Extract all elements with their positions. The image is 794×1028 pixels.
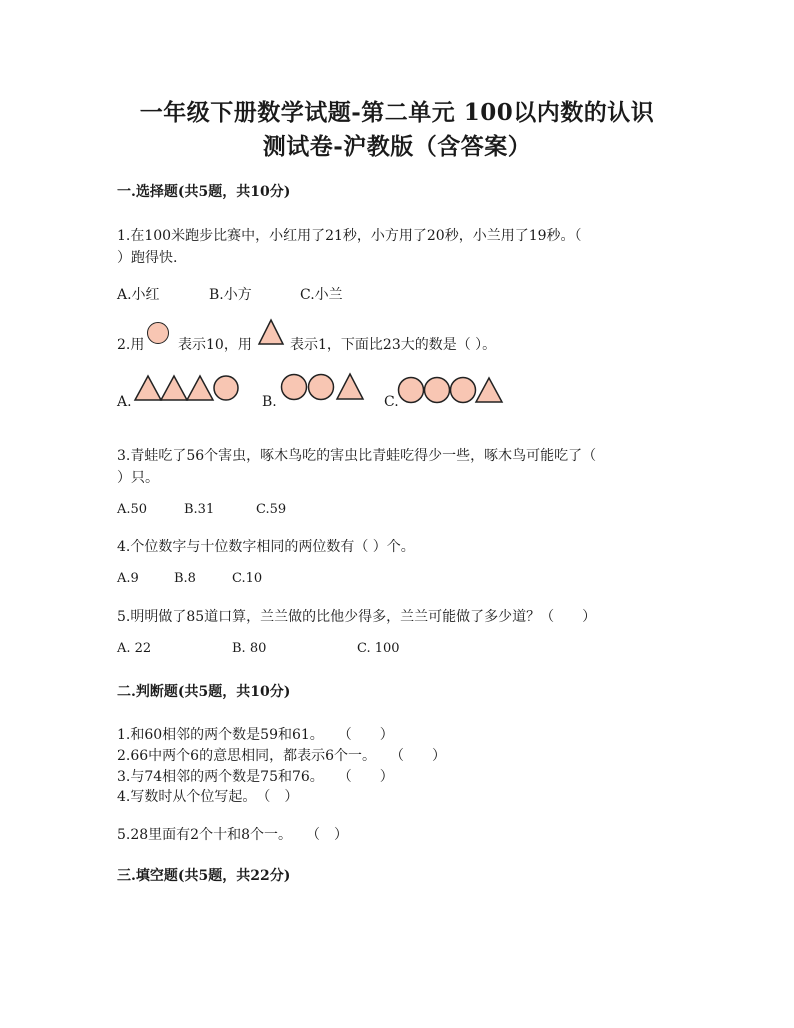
triangle-icon xyxy=(337,374,363,399)
judge-item-4: 4.写数时从个位写起。 （ ） xyxy=(117,789,299,805)
triangle-icon xyxy=(258,319,284,345)
section-heading-fill: 三.填空题(共5题，共22分) xyxy=(117,868,291,884)
circle-icon xyxy=(399,378,424,403)
triangle-icon xyxy=(187,376,213,400)
question-4: 4.个位数字与十位数字相同的两位数有（ ）个。 xyxy=(117,539,415,555)
circle-icon xyxy=(451,378,476,403)
q2-option-b-shapes xyxy=(280,372,368,402)
question-2-part-2: 表示10，用 xyxy=(178,337,252,353)
question-5: 5.明明做了85道口算，兰兰做的比他少得多，兰兰可能做了多少道？（ ） xyxy=(117,609,597,625)
section-heading-judge: 二.判断题(共5题，共10分) xyxy=(117,684,291,700)
question-3-line-1: 3.青蛙吃了56个害虫，啄木鸟吃的害虫比青蛙吃得少一些，啄木鸟可能吃了（ xyxy=(117,448,597,464)
q5-option-c: C. 100 xyxy=(357,641,400,656)
circle-icon xyxy=(214,376,238,400)
q1-option-c: C.小兰 xyxy=(300,287,343,303)
q4-option-a: A.9 xyxy=(117,571,139,586)
triangle-icon xyxy=(161,376,187,400)
q5-option-b: B. 80 xyxy=(232,641,267,656)
circle-icon xyxy=(309,375,334,400)
q2-option-c-shapes xyxy=(398,375,504,405)
q5-option-a: A. 22 xyxy=(117,641,152,656)
judge-item-5: 5.28里面有2个十和8个一。 （ ） xyxy=(117,827,348,843)
q4-option-b: B.8 xyxy=(174,571,196,586)
judge-item-2: 2.66中两个6的意思相同，都表示6个一。 （ ） xyxy=(117,748,446,764)
q3-option-c: C.59 xyxy=(256,502,287,517)
circle-icon xyxy=(147,322,169,344)
page-subtitle: 测试卷-沪教版（含答案） xyxy=(262,133,532,160)
circle-icon xyxy=(282,375,307,400)
q3-option-b: B.31 xyxy=(184,502,215,517)
q2-option-c-label: C. xyxy=(384,394,399,410)
q3-option-a: A.50 xyxy=(117,502,148,517)
question-1-line-1: 1.在100米跑步比赛中，小红用了21秒，小方用了20秒，小兰用了19秒。（ xyxy=(117,228,582,244)
question-3-line-2: ）只。 xyxy=(117,470,159,486)
judge-item-3: 3.与74相邻的两个数是75和76。 （ ） xyxy=(117,769,394,785)
q1-option-a: A.小红 xyxy=(117,287,160,303)
circle-icon xyxy=(425,378,450,403)
judge-item-1: 1.和60相邻的两个数是59和61。 （ ） xyxy=(117,727,394,743)
question-2-part-3: 表示1，下面比23大的数是（ ）。 xyxy=(290,337,497,353)
triangle-icon xyxy=(476,378,502,402)
q1-option-b: B.小方 xyxy=(209,287,252,303)
triangle-icon xyxy=(135,376,161,400)
page-title: 一年级下册数学试题-第二单元 100以内数的认识 xyxy=(139,99,655,126)
question-1-line-2: ）跑得快. xyxy=(117,250,178,266)
q2-option-b-label: B. xyxy=(262,394,277,410)
question-2-part-1: 2.用 xyxy=(117,337,145,353)
q2-option-a-shapes xyxy=(134,374,240,402)
section-heading-choice: 一.选择题(共5题，共10分) xyxy=(117,184,291,200)
q2-option-a-label: A. xyxy=(117,394,132,410)
q4-option-c: C.10 xyxy=(232,571,263,586)
